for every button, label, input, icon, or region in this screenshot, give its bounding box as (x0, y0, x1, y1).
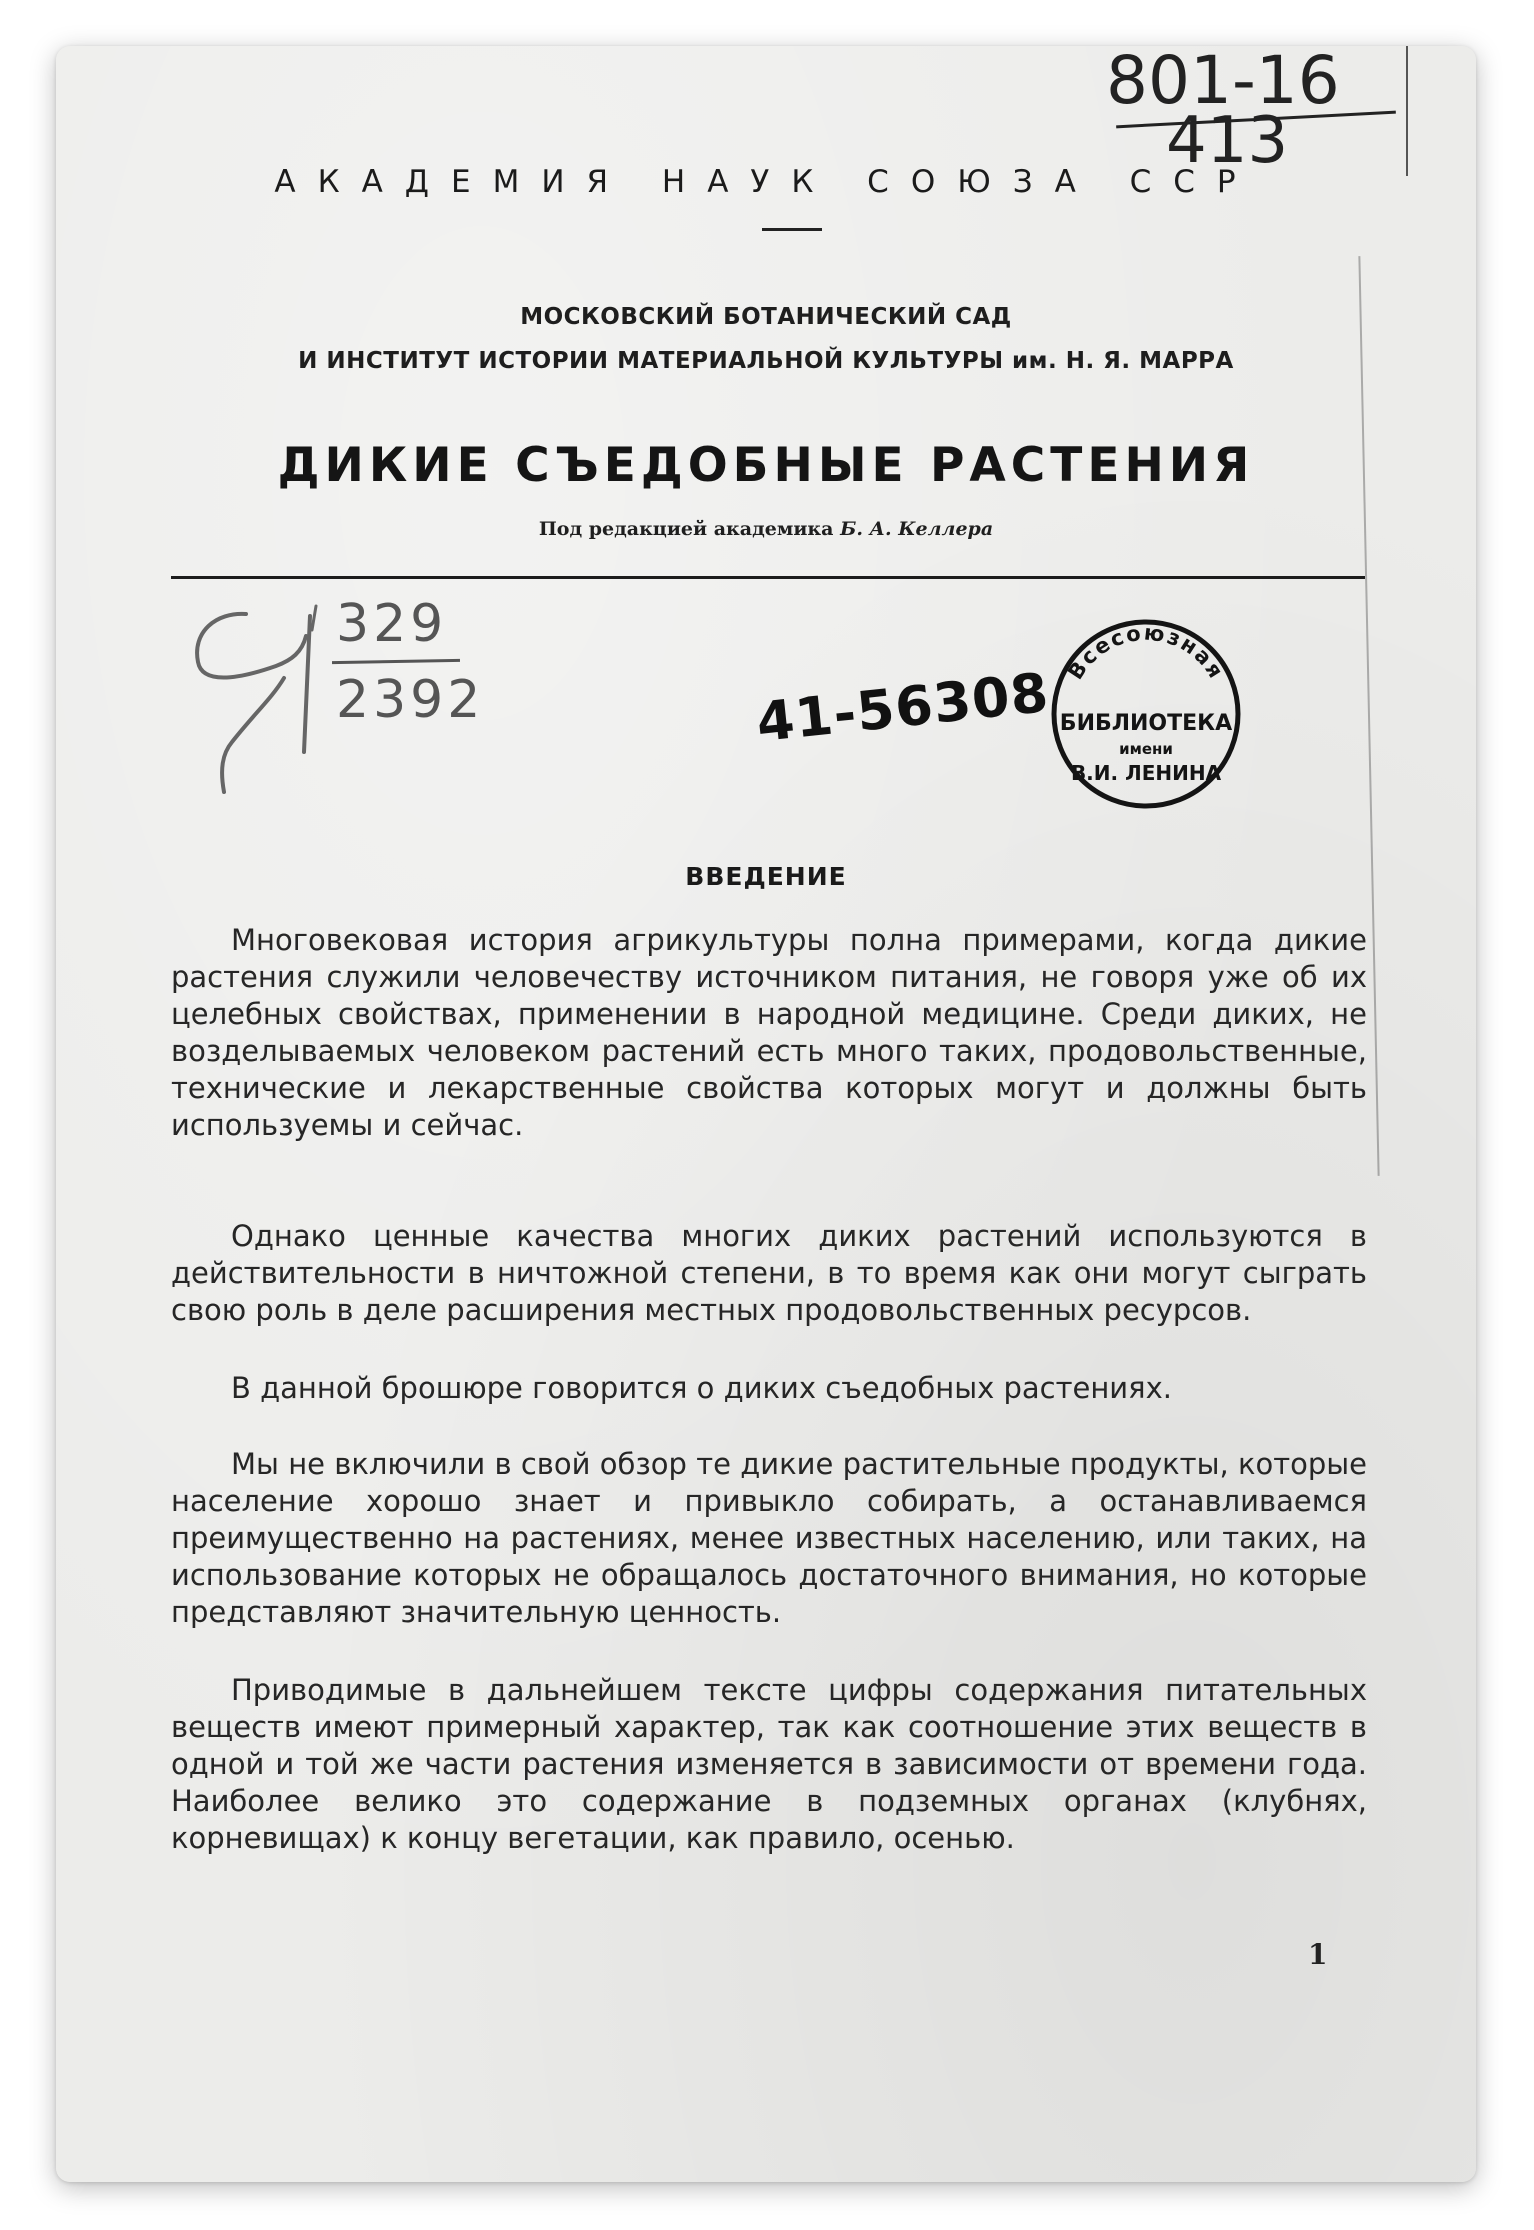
stamp-line-2: имени (1119, 740, 1173, 758)
section-heading: ВВЕДЕНИЕ (685, 862, 847, 891)
scanned-page (56, 46, 1476, 2182)
paragraph-5: Приводимые в дальнейшем тексте цифры содержания питательных веществ имеют примерный характер, так как соотношение этих веществ в одной и той же части растения изменяется в зависимости от времени года. Наиболее велико это содержание в подземных органах (клубнях, корневищах) к концу вегетации, как правило, осенью. (171, 1673, 1367, 1855)
document-title: ДИКИЕ СЪЕДОБНЫЕ РАСТЕНИЯ (277, 438, 1255, 493)
page-number: 1 (1308, 1938, 1328, 1971)
shelf-number-divider (332, 659, 460, 664)
editor-prefix: Под редакцией академика (538, 518, 834, 540)
title-rule (171, 576, 1365, 579)
paragraph-3: В данной брошюре говорится о диких съедобных растениях. (231, 1371, 1172, 1405)
stamp-line-1: БИБЛИОТЕКА (1059, 711, 1233, 736)
editor-name: Б. А. Келлера (840, 518, 994, 540)
stamp-circle (1046, 614, 1246, 814)
shelf-number-bottom: 2392 (336, 670, 485, 730)
academy-header: АКАДЕМИЯ НАУК СОЮЗА ССР (274, 164, 1258, 200)
institution-line-2: И ИНСТИТУТ ИСТОРИИ МАТЕРИАЛЬНОЙ КУЛЬТУРЫ им. Н. Я. МАРРА (298, 348, 1234, 374)
header-divider (762, 228, 822, 231)
editor-credit (56, 518, 1476, 540)
handwritten-mark (176, 602, 336, 812)
paragraph-2: Однако ценные качества многих диких растений используются в действительности в ничтожной степени, в то время как они могут сыграть свою роль в деле расширения местных продовольственных ресурсов. (171, 1219, 1367, 1327)
document-frame (56, 46, 1476, 2182)
stamp-line-3: В.И. ЛЕНИНА (1070, 761, 1222, 785)
shelf-number-top: 329 (336, 594, 448, 654)
corner-shelfmark-top: 801-16 (1106, 46, 1340, 119)
registration-number: 41-56308 (753, 660, 1052, 755)
institution-line-1: МОСКОВСКИЙ БОТАНИЧЕСКИЙ САД (520, 304, 1012, 330)
library-stamp (1046, 614, 1246, 814)
paragraph-1: Многовековая история агрикультуры полна примерами, когда дикие растения служили человечеству источником питания, не говоря уже об их целебных свойствах, применении в народной медицине. Среди диких, не возделываемых человеком растений есть много таких, продовольственные, технические и лекарственные свойства которых могут и должны быть используемы и сейчас. (171, 923, 1367, 1142)
corner-shelfmark-bottom: 413 (1166, 104, 1289, 178)
margin-line (1406, 46, 1408, 176)
stamp-ring-text: Всесоюзная (1063, 620, 1229, 684)
paragraph-4: Мы не включили в свой обзор те дикие растительные продукты, которые население хорошо знает и привыкло собирать, а останавливаемся преимущественно на растениях, менее известных населению, или таких, на использование которых не обращалось достаточного внимания, но которые представляют значительную ценность. (171, 1447, 1367, 1629)
